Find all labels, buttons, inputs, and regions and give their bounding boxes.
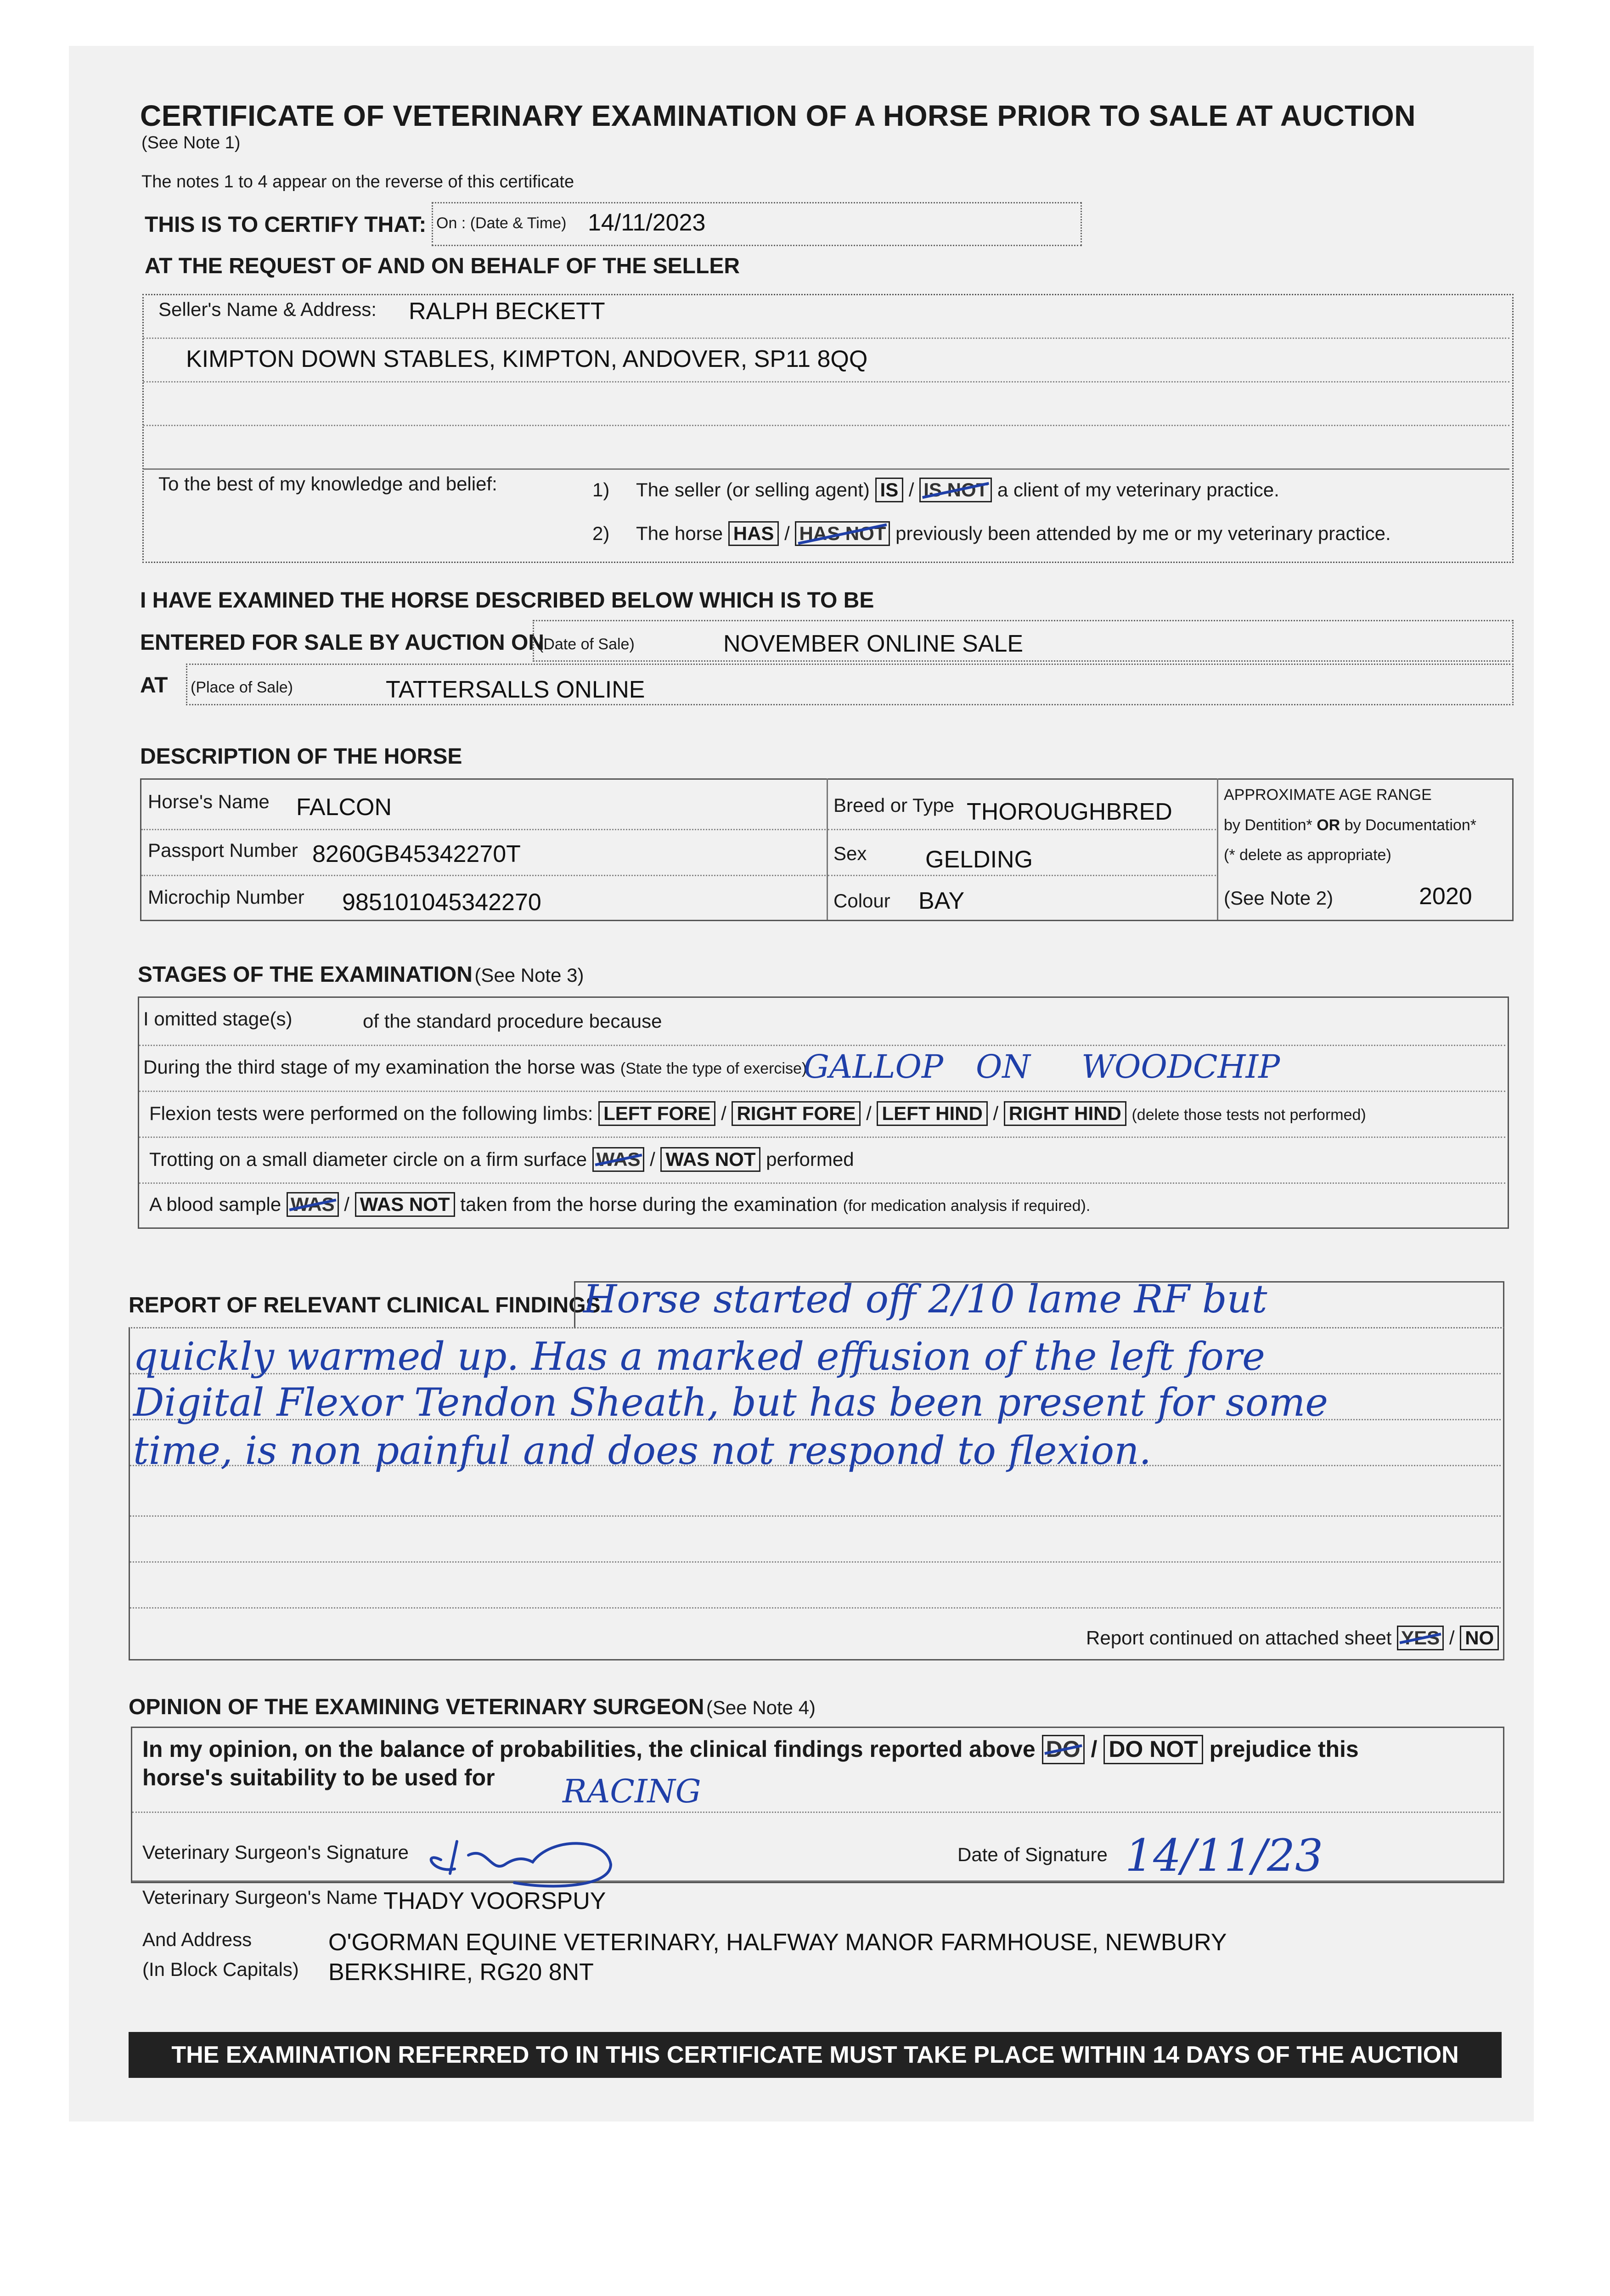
horse-name: FALCON: [296, 794, 392, 821]
belief-label: To the best of my knowledge and belief:: [158, 473, 497, 495]
on-date-label: On : (Date & Time): [436, 214, 567, 232]
trot-row: [149, 1147, 854, 1172]
belief-item-2-pre: The horse: [636, 523, 723, 544]
stages-line-3: [139, 1137, 1505, 1138]
entered-label: ENTERED FOR SALE BY AUCTION ON: [140, 630, 545, 655]
slash: /: [721, 1103, 726, 1124]
third-stage-hint: (State the type of exercise): [620, 1060, 807, 1077]
stages-heading-row: [138, 962, 584, 987]
flexion-right-fore[interactable]: RIGHT FORE: [732, 1101, 861, 1126]
passport-number: 8260GB45342270T: [312, 841, 521, 867]
continued-no-option[interactable]: NO: [1460, 1626, 1499, 1650]
flexion-right-hind[interactable]: RIGHT HIND: [1004, 1101, 1126, 1126]
address-label-2: (In Block Capitals): [142, 1958, 299, 1980]
blood-hint: (for medication analysis if required).: [843, 1197, 1091, 1215]
seller-line-3: [143, 425, 1509, 426]
stages-line-2: [139, 1091, 1505, 1092]
colour-value: BAY: [918, 888, 965, 914]
desc-row-line-1b: [828, 829, 1216, 830]
horse-has-option[interactable]: HAS: [728, 521, 779, 546]
stages-line-1: [139, 1045, 1505, 1046]
age-delete-note: (* delete as appropriate): [1224, 846, 1391, 864]
exercise-word-3: WOODCHIP: [1081, 1048, 1280, 1086]
place-of-sale-box[interactable]: [186, 664, 1514, 705]
opinion-line-1: [132, 1812, 1501, 1813]
vet-name: THADY VOORSPUY: [383, 1888, 606, 1914]
report-continued-row: [1086, 1626, 1499, 1650]
opinion-heading: OPINION OF THE EXAMINING VETERINARY SURGEON: [129, 1695, 704, 1719]
at-label: AT: [140, 673, 168, 698]
place-of-sale-value: TATTERSALLS ONLINE: [386, 676, 645, 703]
slash: /: [1091, 1736, 1098, 1762]
age-by-dentition: by Dentition*: [1224, 816, 1312, 834]
seller-line-1: [143, 338, 1509, 339]
third-stage-label: During the third stage of my examination the horse was: [143, 1056, 615, 1078]
trot-label: Trotting on a small diameter circle on a firm surface: [149, 1148, 587, 1170]
belief-item-1-post: a client of my veterinary practice.: [997, 479, 1279, 501]
notes-line: The notes 1 to 4 appear on the reverse of this certificate: [141, 172, 574, 191]
desc-row-line-1a: [141, 829, 826, 830]
slash: /: [344, 1193, 349, 1215]
horse-name-label: Horse's Name: [148, 791, 270, 812]
on-date-value: 14/11/2023: [588, 209, 706, 236]
place-of-sale-label: (Place of Sale): [191, 679, 293, 696]
vet-address-line-1: O'GORMAN EQUINE VETERINARY, HALFWAY MANOR FARMHOUSE, NEWBURY: [328, 1929, 1227, 1956]
description-heading: DESCRIPTION OF THE HORSE: [140, 744, 462, 769]
slash: /: [650, 1148, 655, 1170]
see-note-1: (See Note 1): [141, 133, 241, 152]
desc-row-line-2b: [828, 875, 1216, 876]
report-line-5: [130, 1561, 1501, 1563]
flexion-label: Flexion tests were performed on the following limbs:: [149, 1103, 593, 1124]
report-continued-label: Report continued on attached sheet: [1086, 1627, 1392, 1649]
opinion-text-line-2: horse's suitability to be used for: [142, 1765, 495, 1790]
opinion-do-option[interactable]: DO: [1042, 1735, 1085, 1764]
certificate-title: CERTIFICATE OF VETERINARY EXAMINATION OF A HORSE PRIOR TO SALE AT AUCTION: [140, 99, 1416, 132]
continued-yes-option[interactable]: YES: [1397, 1626, 1444, 1650]
sex-label: Sex: [833, 843, 867, 864]
microchip-number: 985101045342270: [342, 889, 541, 916]
blood-was-not-option[interactable]: WAS NOT: [355, 1192, 455, 1217]
opinion-text-pre: In my opinion, on the balance of probabilities, the clinical findings reported above: [142, 1736, 1036, 1762]
slash: /: [993, 1103, 999, 1124]
opinion-heading-row: [129, 1694, 816, 1720]
age-by-documentation: by Documentation*: [1344, 816, 1476, 834]
date-of-sale-label: (Date of Sale): [538, 636, 635, 653]
belief-item-1-num: 1): [592, 479, 610, 501]
flexion-hint: (delete those tests not performed): [1132, 1106, 1366, 1124]
exercise-word-1: GALLOP: [804, 1048, 943, 1086]
horse-has-not-option[interactable]: HAS NOT: [795, 521, 890, 546]
slash: /: [784, 523, 790, 544]
certify-label: THIS IS TO CERTIFY THAT:: [145, 213, 427, 237]
seller-name-label: Seller's Name & Address:: [158, 298, 377, 320]
report-heading: REPORT OF RELEVANT CLINICAL FINDINGS: [129, 1293, 601, 1317]
third-stage-row: [143, 1056, 807, 1078]
report-text-line-2: quickly warmed up. Has a marked effusion of the left fore: [133, 1334, 1265, 1379]
blood-label: A blood sample: [149, 1193, 281, 1215]
date-of-signature-label: Date of Signature: [957, 1844, 1108, 1865]
slash: /: [1449, 1627, 1455, 1649]
slash: /: [908, 479, 914, 501]
exercise-word-2: ON: [976, 1048, 1030, 1086]
breed-value: THOROUGHBRED: [967, 799, 1172, 825]
date-of-signature-value: 14/11/23: [1125, 1830, 1323, 1881]
see-note-2: (See Note 2): [1224, 887, 1334, 909]
opinion-use-value: RACING: [563, 1773, 701, 1810]
colour-label: Colour: [833, 890, 890, 912]
belief-item-1-pre: The seller (or selling agent): [636, 479, 870, 501]
trot-was-option[interactable]: WAS: [592, 1147, 645, 1172]
vet-name-label: Veterinary Surgeon's Name: [142, 1886, 378, 1908]
age-method: [1224, 816, 1476, 834]
examined-heading: I HAVE EXAMINED THE HORSE DESCRIBED BELOW WHICH IS TO BE: [140, 588, 874, 613]
date-of-sale-value: NOVEMBER ONLINE SALE: [723, 630, 1024, 657]
desc-divider-2: [1217, 778, 1218, 920]
report-text-line-1: Horse started off 2/10 lame RF but: [583, 1277, 1267, 1322]
omitted-post: of the standard procedure because: [363, 1010, 662, 1032]
seller-address: KIMPTON DOWN STABLES, KIMPTON, ANDOVER, SP11 8QQ: [186, 346, 868, 372]
trot-post: performed: [766, 1148, 854, 1170]
opinion-do-not-option[interactable]: DO NOT: [1103, 1735, 1203, 1764]
belief-item-1: [592, 478, 1279, 502]
vet-signature: [413, 1818, 634, 1892]
age-or: OR: [1317, 816, 1340, 834]
signature-label: Veterinary Surgeon's Signature: [142, 1841, 409, 1863]
desc-row-line-2a: [141, 875, 826, 876]
report-text-line-4: time, is non painful and does not respond to flexion.: [133, 1428, 1152, 1473]
belief-item-2: [592, 521, 1391, 546]
breed-label: Breed or Type: [833, 794, 955, 816]
age-value: 2020: [1419, 883, 1472, 910]
see-note-3: (See Note 3): [474, 964, 584, 986]
opinion-text-post: prejudice this: [1209, 1736, 1359, 1762]
slash: /: [866, 1103, 872, 1124]
client-is-option[interactable]: IS: [875, 478, 904, 502]
flexion-left-hind[interactable]: LEFT HIND: [877, 1101, 987, 1126]
blood-post: taken from the horse during the examination: [460, 1193, 838, 1215]
microchip-label: Microchip Number: [148, 886, 304, 908]
opinion-text-line-1: [142, 1735, 1359, 1764]
belief-item-2-num: 2): [592, 523, 610, 544]
report-text-line-3: Digital Flexor Tendon Sheath, but has been present for some: [133, 1380, 1328, 1425]
footer-banner: THE EXAMINATION REFERRED TO IN THIS CERTIFICATE MUST TAKE PLACE WITHIN 14 DAYS OF THE AUCTION: [129, 2032, 1502, 2078]
blood-row: [149, 1192, 1090, 1217]
client-is-not-option[interactable]: IS NOT: [919, 478, 992, 502]
sex-value: GELDING: [925, 846, 1033, 873]
blood-was-option[interactable]: WAS: [287, 1192, 339, 1217]
seller-line-4: [143, 468, 1509, 470]
address-label-1: And Address: [142, 1929, 252, 1950]
age-heading: APPROXIMATE AGE RANGE: [1224, 786, 1432, 804]
trot-was-not-option[interactable]: WAS NOT: [660, 1147, 760, 1172]
vet-address-line-2: BERKSHIRE, RG20 8NT: [328, 1959, 594, 1986]
stages-heading: STAGES OF THE EXAMINATION: [138, 962, 473, 987]
request-heading: AT THE REQUEST OF AND ON BEHALF OF THE SELLER: [145, 254, 740, 278]
seller-line-2: [143, 381, 1509, 383]
report-line-4: [130, 1515, 1501, 1517]
desc-divider-1: [827, 778, 828, 920]
passport-label: Passport Number: [148, 839, 298, 861]
flexion-row: [149, 1101, 1366, 1126]
stages-line-4: [139, 1182, 1505, 1184]
flexion-left-fore[interactable]: LEFT FORE: [598, 1101, 715, 1126]
seller-name: RALPH BECKETT: [409, 298, 605, 325]
see-note-4: (See Note 4): [706, 1697, 816, 1718]
omitted-label: I omitted stage(s): [143, 1008, 293, 1030]
report-line-6: [130, 1607, 1501, 1609]
belief-item-2-post: previously been attended by me or my veterinary practice.: [895, 523, 1391, 544]
